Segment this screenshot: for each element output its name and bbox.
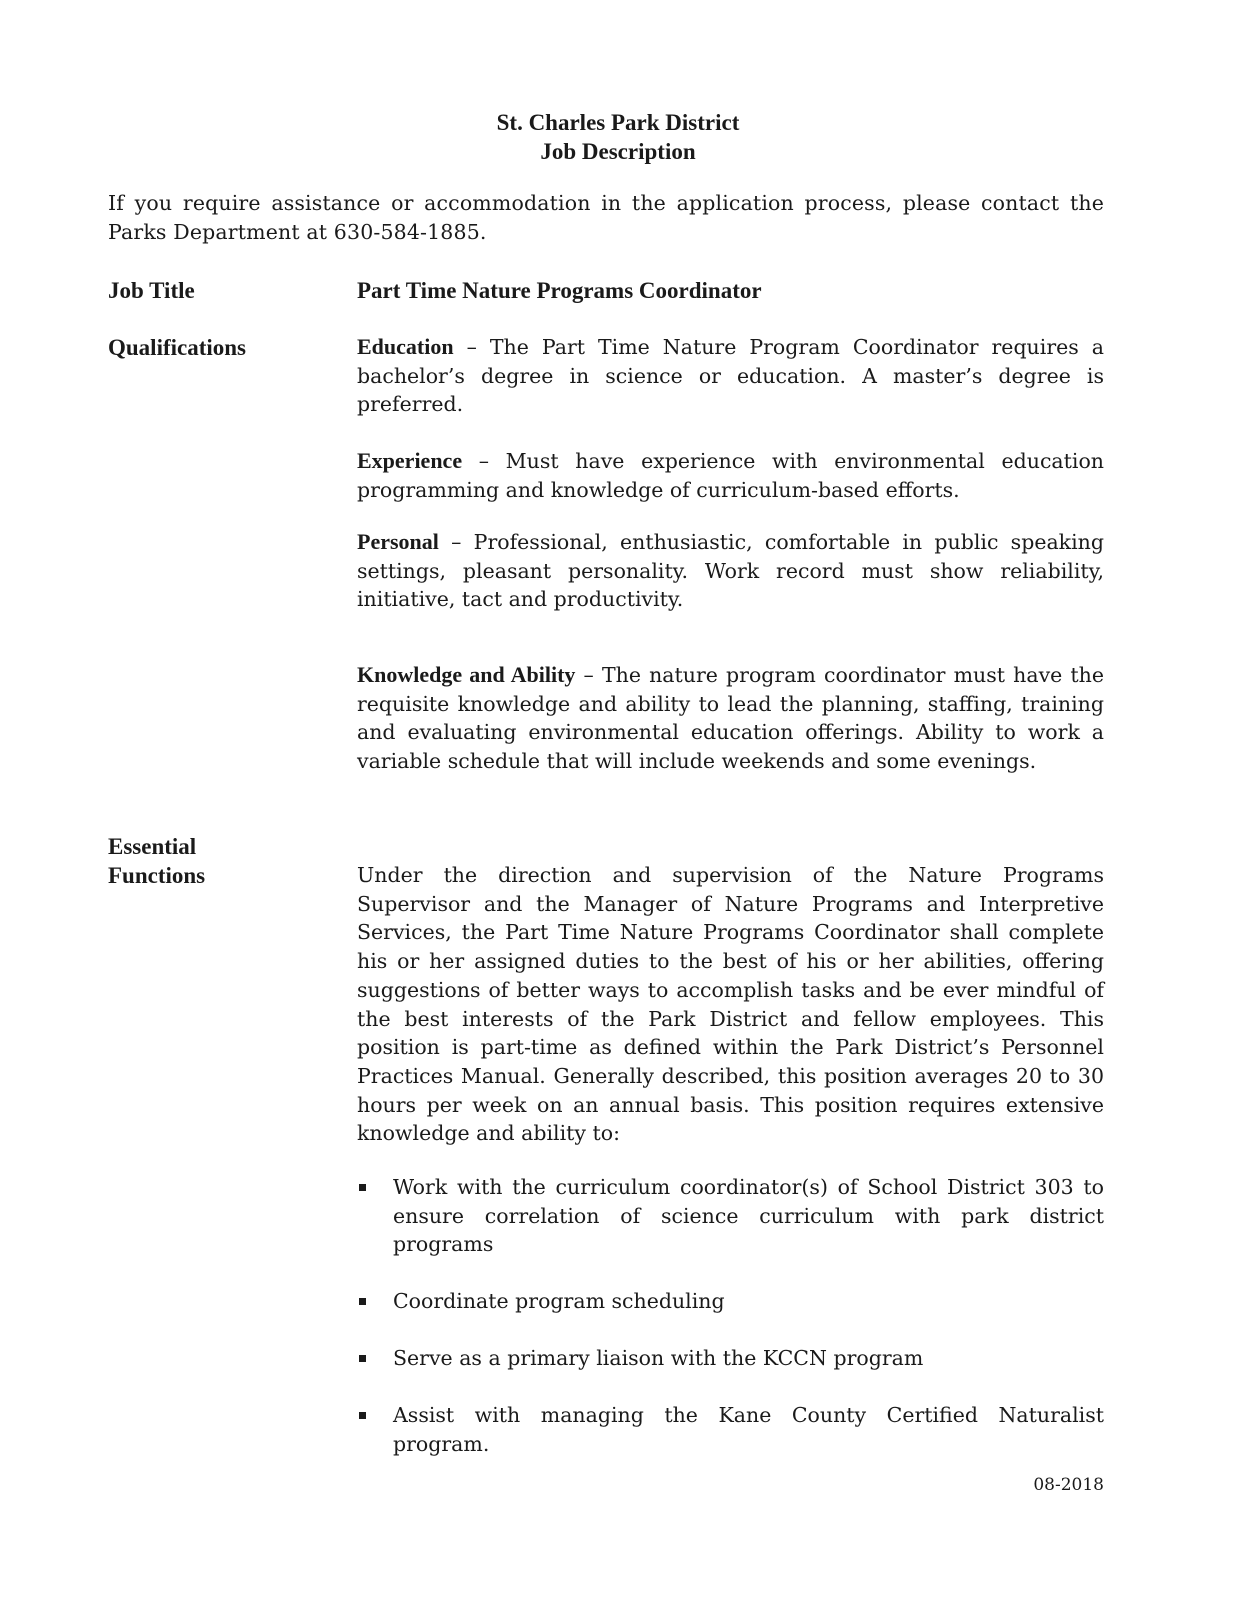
square-bullet-icon	[359, 1412, 366, 1419]
job-title-label: Job Title	[108, 278, 195, 303]
qualifications-label: Qualifications	[108, 335, 247, 360]
qualification-separator: –	[462, 449, 506, 473]
list-item-text: Serve as a primary liaison with the KCCN program	[393, 1346, 924, 1370]
square-bullet-icon	[359, 1355, 366, 1362]
qualification-education	[357, 333, 1104, 419]
qualification-term: Experience	[357, 448, 463, 473]
essential-functions-paragraph: Under the direction and supervision of the Nature Programs Supervisor and the Manager of Nature Programs and Interpretive Services, the Part Time Nature Programs Coordinator shall complete his or her assigned duties to the best of his or her abilities, offering suggestions of better ways to accomplish tasks and be ever mindful of the best interests of the Park District and fellow employees. This position is part-time as defined within the Park District’s Personnel Practices Manual. Generally described, this position averages 20 to 30 hours per week on an annual basis. This position requires extensive knowledge and ability to:	[357, 863, 1104, 1146]
list-item	[357, 1401, 1104, 1458]
square-bullet-icon	[359, 1184, 366, 1191]
qualification-separator: –	[438, 530, 474, 554]
essential-functions-label-line2: Functions	[108, 863, 206, 888]
qualification-separator: –	[575, 663, 602, 687]
list-item-text: Work with the curriculum coordinator(s) of School District 303 to ensure correlation of science curriculum with park district programs	[393, 1175, 1104, 1257]
square-bullet-icon	[359, 1298, 366, 1305]
qualification-experience	[357, 447, 1104, 504]
job-title-value: Part Time Nature Programs Coordinator	[357, 278, 762, 303]
accommodation-notice: If you require assistance or accommodation in the application process, please contact the Parks Department at 630-584-1885.	[108, 191, 1104, 244]
qualification-knowledge-ability	[357, 661, 1104, 776]
document-header	[0, 108, 1236, 166]
list-item	[357, 1344, 1104, 1373]
qualification-text: Professional, enthusiastic, comfortable in public speaking settings, pleasant personality. Work record must show reliability, initiative, tact and productivity.	[357, 530, 1104, 612]
document-type: Job Description	[540, 139, 696, 164]
qualification-text: The Part Time Nature Program Coordinator requires a bachelor’s degree in science or education. A master’s degree is preferred.	[357, 335, 1104, 417]
list-item	[357, 1173, 1104, 1259]
list-item-text: Assist with managing the Kane County Certified Naturalist program.	[393, 1403, 1104, 1456]
qualification-term: Education	[357, 334, 454, 359]
list-item-text: Coordinate program scheduling	[393, 1289, 725, 1313]
essential-functions-label-line1: Essential	[108, 834, 197, 859]
qualification-personal	[357, 528, 1104, 614]
qualification-term: Knowledge and Ability	[357, 662, 576, 687]
essential-functions-label	[108, 832, 205, 890]
qualification-text: Must have experience with environmental education programming and knowledge of curriculum-based efforts.	[357, 449, 1104, 502]
list-item	[357, 1287, 1104, 1316]
qualification-separator: –	[453, 335, 490, 359]
qualification-term: Personal	[357, 529, 439, 554]
organization-name: St. Charles Park District	[496, 110, 740, 135]
qualification-text: The nature program coordinator must have the requisite knowledge and ability to lead the planning, staffing, training and evaluating environmental education offerings. Ability to work a variable schedule that will include weekends and some evenings.	[357, 663, 1104, 774]
revision-date: 08-2018	[1033, 1475, 1104, 1495]
